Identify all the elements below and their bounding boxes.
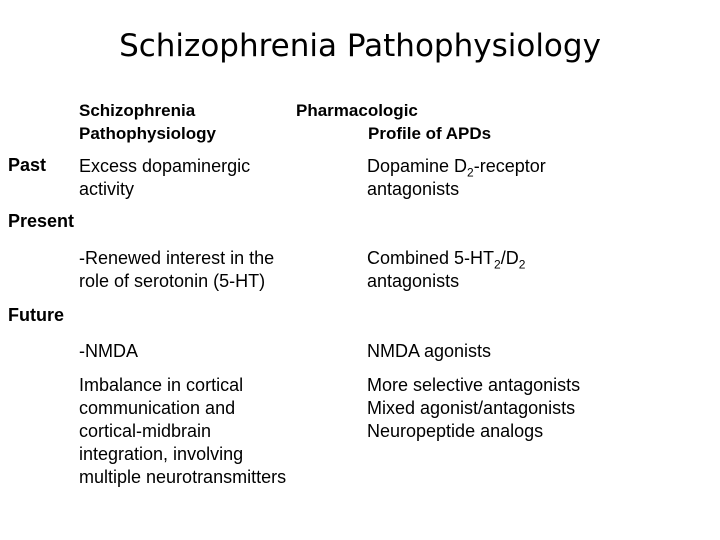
- future-pathophysiology-2: [79, 374, 286, 489]
- past-pathophysiology: [79, 155, 250, 201]
- cell-line: communication and: [79, 398, 236, 418]
- cell-line: multiple neurotransmitters: [79, 467, 287, 487]
- cell-line: [367, 247, 525, 270]
- text-fragment: Dopamine D: [367, 156, 468, 176]
- future-pathophysiology-1: -NMDA: [79, 341, 138, 361]
- subscript: 2: [467, 165, 474, 180]
- cell-line: integration, involving: [79, 444, 244, 464]
- cell-line: Imbalance in cortical: [79, 375, 244, 395]
- period-label-present: Present: [8, 211, 75, 231]
- column-header-pharmacologic: [296, 99, 491, 145]
- text-fragment: -receptor: [473, 156, 546, 176]
- cell-line: [367, 155, 546, 178]
- subscript: 2: [494, 257, 501, 272]
- future-pharmacology-1: NMDA agonists: [367, 341, 492, 361]
- past-pharmacology: [367, 155, 546, 201]
- cell-line: cortical-midbrain: [79, 421, 212, 441]
- present-pharmacology: [367, 247, 525, 293]
- text-fragment: Combined 5-HT: [367, 248, 495, 268]
- cell-line: activity: [79, 179, 135, 199]
- page-title: Schizophrenia Pathophysiology: [119, 28, 601, 64]
- cell-line: role of serotonin (5-HT): [79, 271, 266, 291]
- column-header-pathophysiology: [79, 99, 216, 145]
- text-fragment: /D: [500, 248, 519, 268]
- cell-line: -Renewed interest in the: [79, 248, 275, 268]
- header-line: Profile of APDs: [368, 124, 492, 143]
- header-line: Schizophrenia: [79, 101, 196, 120]
- period-label-past: Past: [8, 155, 47, 175]
- period-label-future: Future: [8, 305, 64, 325]
- cell-line: antagonists: [367, 271, 460, 291]
- present-pathophysiology: [79, 247, 274, 293]
- subscript: 2: [518, 257, 526, 272]
- header-line: Pathophysiology: [79, 124, 216, 143]
- cell-line: Excess dopaminergic: [79, 156, 251, 176]
- header-line: Pharmacologic: [296, 101, 418, 120]
- cell-line: Neuropeptide analogs: [367, 421, 544, 441]
- cell-line: antagonists: [367, 179, 460, 199]
- cell-line: Mixed agonist/antagonists: [367, 398, 576, 418]
- cell-line: More selective antagonists: [367, 375, 581, 395]
- future-pharmacology-2: [367, 374, 580, 443]
